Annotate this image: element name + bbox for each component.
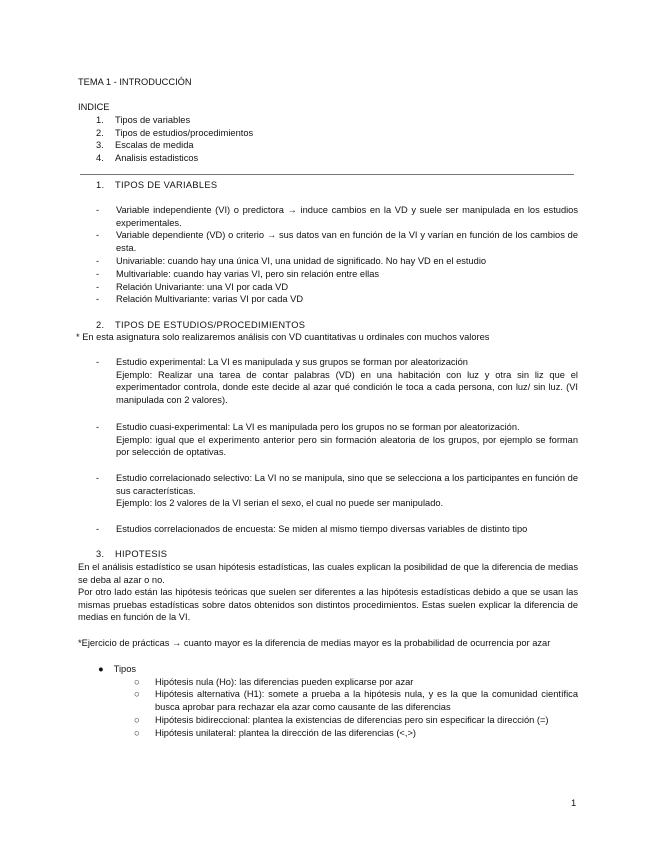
section-heading-hypothesis: 3. HIPOTESIS [96, 549, 168, 559]
exercise-note: *Ejercicio de prácticas → cuanto mayor es la diferencia de medias mayor es la probabilidad de ocurrencia por azar [78, 638, 551, 648]
circle-bullet-icon: ○ [134, 715, 140, 725]
toc-item: 1. Tipos de variables [96, 115, 191, 125]
section-note: * En esta asignatura solo realizaremos análisis con VD cuantitativas u ordinales con muchos valores [76, 332, 490, 342]
list-item: ○ Hipótesis alternativa (H1): somete a prueba a la hipótesis nula, y es la que la comunidad científica busca aprobar para rechazar ela azar como causante de las diferencias [134, 689, 578, 712]
circle-bullet-icon: ○ [134, 677, 140, 687]
list-item: - Estudio experimental: La VI es manipulada y sus grupos se forman por aleatorización Ejemplo: Realizar una tarea de contar palabras (VD) en una habitación con luz y otra sin liz que el experimentador controla, donde este decide al azar qué condición le toca a cada persona, con luz/ sin luz. (VI manipulada con 2 valores). [96, 357, 578, 405]
list-item: - Estudio correlacionado selectivo: La VI no se manipula, sino que se selecciona a los participantes en función de sus características. Ejemplo: los 2 valores de la VI serian el sexo, el cual no puede ser manipulado. [96, 473, 578, 509]
section-heading-variables: 1. TIPOS DE VARIABLES [96, 180, 218, 190]
list-item: - Variable independiente (VI) o predictora → induce cambios en la VD y suele ser manipulada en los estudios experimentales. [96, 205, 578, 228]
paragraph: En el análisis estadístico se usan hipótesis estadísticas, las cuales explican la posibilidad de que la diferencia de medias se deba al azar o no. [78, 562, 578, 585]
horizontal-divider [80, 174, 574, 175]
circle-bullet-icon: ○ [134, 689, 140, 699]
list-item: - Relación Multivariante: varias VI por cada VD [96, 294, 304, 304]
list-item: ○ Hipótesis unilateral: plantea la dirección de las diferencias (<,>) [134, 728, 416, 738]
list-item: - Estudio cuasi-experimental: La VI es manipulada pero los grupos no se forman por aleatorización. Ejemplo: igual que el experimento anterior pero sin formación aleatoria de los grupos, por ejemplo se forman por selección de optativas. [96, 422, 578, 458]
page-number: 1 [571, 798, 577, 808]
study-example: Ejemplo: igual que el experimento anterior pero sin formación aleatoria de los grupos, por ejemplo se forman por selección de optativas. [116, 434, 578, 458]
bullet-item-tipos: ● Tipos [98, 664, 137, 674]
circle-bullet-icon: ○ [134, 728, 140, 738]
document-title: TEMA 1 - INTRODUCCIÓN [78, 77, 192, 87]
toc-item: 3. Escalas de medida [96, 140, 194, 151]
list-item: - Univariable: cuando hay una única VI, una unidad de significado. No hay VD en el estudio [96, 256, 487, 266]
list-item: - Variable dependiente (VD) o criterio → sus datos van en función de la VI y varían en función de los cambios de esta. [96, 230, 578, 253]
toc-item: 2. Tipos de estudios/procedimientos [96, 127, 254, 138]
index-heading: INDICE [78, 102, 110, 112]
table-of-contents [96, 114, 253, 164]
study-title: Estudio cuasi-experimental: La VI es manipulada pero los grupos no se forman por aleatorización. [116, 422, 520, 432]
list-item: - Relación Univariante: una VI por cada VD [96, 282, 289, 292]
study-example: Ejemplo: los 2 valores de la VI serian el sexo, el cual no puede ser manipulado. [116, 498, 444, 509]
study-example: Ejemplo: Realizar una tarea de contar palabras (VD) en una habitación con luz y otra sin liz que el experimentador controla, donde este decide al azar qué condición le toca a cada persona, con luz/ sin luz. (VI manipulada con 2 valores). [116, 369, 578, 405]
study-title: Estudio experimental: La VI es manipulada y sus grupos se forman por aleatorización [116, 357, 468, 367]
study-title: Estudio correlacionado selectivo: La VI no se manipula, sino que se selecciona a los participantes en función de sus características. [116, 473, 578, 496]
section-heading-studies: 2. TIPOS DE ESTUDIOS/PROCEDIMIENTOS [96, 320, 306, 330]
paragraph: Por otro lado están las hipótesis teóricas que suelen ser diferentes a las hipótesis estadísticas debido a que se usan las mismas pruebas estadísticas sobre datos obtenidos son distintos procedimientos. Estas suelen explicar la diferencia de medias en función de la VI. [78, 587, 578, 623]
list-item: ○ Hipótesis bidireccional: plantea la existencias de diferencias pero sin especificar la dirección (=) [134, 715, 549, 725]
list-item: - Multivariable: cuando hay varias VI, pero sin relación entre ellas [96, 269, 380, 279]
list-item: ○ Hipótesis nula (Ho): las diferencias pueden explicarse por azar [134, 677, 414, 687]
study-title: Estudios correlacionados de encuesta: Se miden al mismo tiempo diversas variables de distinto tipo [116, 524, 528, 534]
toc-item: 4. Analisis estadisticos [96, 152, 199, 163]
bullet-icon: ● [98, 664, 104, 674]
list-item: - Estudios correlacionados de encuesta: Se miden al mismo tiempo diversas variables de distinto tipo [96, 523, 578, 536]
